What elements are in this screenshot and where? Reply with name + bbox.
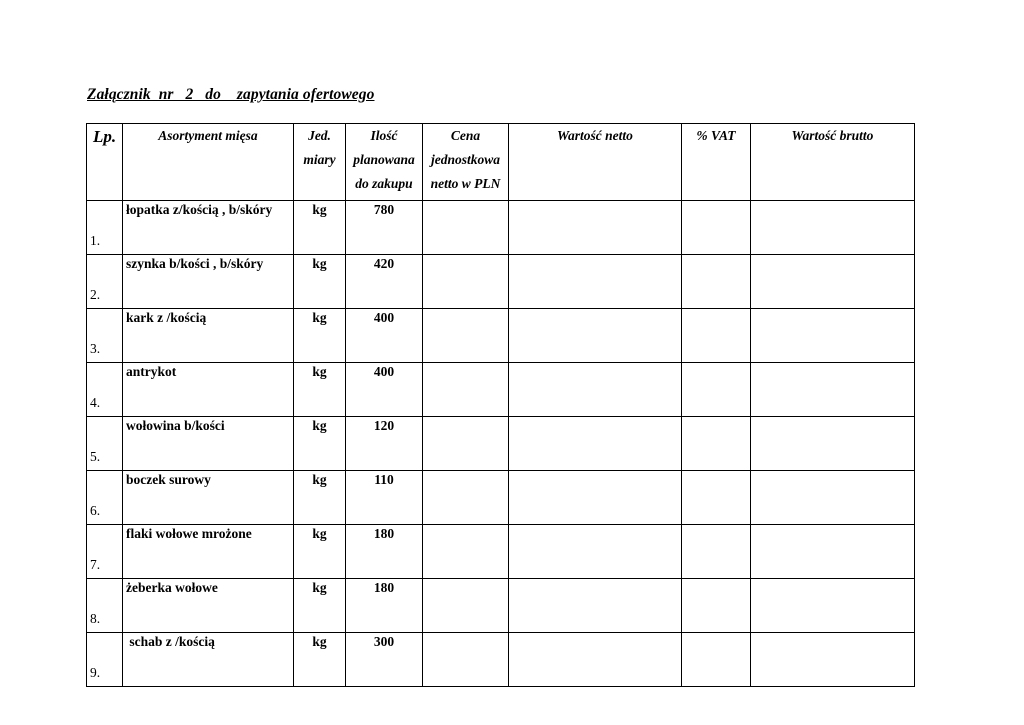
row-quantity: 300 — [346, 633, 423, 687]
table-row — [87, 417, 915, 471]
header-qty-line3: do zakupu — [355, 176, 413, 191]
header-price-line2: jednostkowa — [430, 152, 500, 167]
table-row — [87, 309, 915, 363]
row-gross-value-cell — [751, 579, 915, 633]
row-unit: kg — [294, 525, 346, 579]
header-unit-price — [423, 124, 509, 201]
header-assortment: Asortyment mięsa — [123, 124, 294, 201]
row-unit: kg — [294, 471, 346, 525]
row-net-value-cell — [509, 417, 682, 471]
row-net-value-cell — [509, 579, 682, 633]
row-gross-value-cell — [751, 201, 915, 255]
header-quantity — [346, 124, 423, 201]
row-unit-price-cell — [423, 579, 509, 633]
row-lp: 7. — [87, 525, 123, 579]
row-unit-price-cell — [423, 255, 509, 309]
row-quantity: 120 — [346, 417, 423, 471]
row-net-value-cell — [509, 309, 682, 363]
row-unit-price-cell — [423, 417, 509, 471]
header-qty-line1: Ilość — [370, 128, 398, 143]
row-lp: 3. — [87, 309, 123, 363]
header-qty-line2: planowana — [353, 152, 415, 167]
table-row — [87, 525, 915, 579]
row-vat-cell — [682, 471, 751, 525]
row-net-value-cell — [509, 633, 682, 687]
row-vat-cell — [682, 363, 751, 417]
row-net-value-cell — [509, 255, 682, 309]
row-net-value-cell — [509, 525, 682, 579]
row-assortment: kark z /kością — [123, 309, 294, 363]
header-price-line3: netto w PLN — [430, 176, 501, 191]
row-gross-value-cell — [751, 363, 915, 417]
row-assortment: łopatka z/kością , b/skóry — [123, 201, 294, 255]
row-lp: 9. — [87, 633, 123, 687]
row-unit: kg — [294, 579, 346, 633]
row-quantity: 420 — [346, 255, 423, 309]
row-quantity: 180 — [346, 579, 423, 633]
row-unit: kg — [294, 633, 346, 687]
table-row — [87, 579, 915, 633]
row-net-value-cell — [509, 471, 682, 525]
row-vat-cell — [682, 525, 751, 579]
table-row — [87, 255, 915, 309]
row-unit-price-cell — [423, 471, 509, 525]
row-assortment: wołowina b/kości — [123, 417, 294, 471]
row-vat-cell — [682, 309, 751, 363]
row-gross-value-cell — [751, 633, 915, 687]
row-assortment: antrykot — [123, 363, 294, 417]
row-unit-price-cell — [423, 309, 509, 363]
row-lp: 6. — [87, 471, 123, 525]
row-assortment: żeberka wołowe — [123, 579, 294, 633]
row-assortment: schab z /kością — [123, 633, 294, 687]
table-row — [87, 363, 915, 417]
row-lp: 8. — [87, 579, 123, 633]
header-net-value: Wartość netto — [509, 124, 682, 201]
row-gross-value-cell — [751, 471, 915, 525]
row-unit-price-cell — [423, 201, 509, 255]
document-title: Załącznik nr 2 do zapytania ofertowego — [87, 86, 375, 103]
row-vat-cell — [682, 633, 751, 687]
row-vat-cell — [682, 579, 751, 633]
row-unit: kg — [294, 255, 346, 309]
row-unit: kg — [294, 201, 346, 255]
row-net-value-cell — [509, 201, 682, 255]
row-unit-price-cell — [423, 633, 509, 687]
row-unit-price-cell — [423, 363, 509, 417]
row-net-value-cell — [509, 363, 682, 417]
row-unit-price-cell — [423, 525, 509, 579]
row-unit: kg — [294, 309, 346, 363]
row-lp: 1. — [87, 201, 123, 255]
row-lp: 5. — [87, 417, 123, 471]
row-gross-value-cell — [751, 309, 915, 363]
row-quantity: 780 — [346, 201, 423, 255]
row-lp: 2. — [87, 255, 123, 309]
table-header-row — [87, 124, 915, 201]
header-unit-line2: miary — [303, 152, 336, 167]
row-assortment: szynka b/kości , b/skóry — [123, 255, 294, 309]
header-unit — [294, 124, 346, 201]
row-gross-value-cell — [751, 255, 915, 309]
row-quantity: 110 — [346, 471, 423, 525]
row-vat-cell — [682, 417, 751, 471]
row-quantity: 400 — [346, 363, 423, 417]
row-unit: kg — [294, 363, 346, 417]
row-lp: 4. — [87, 363, 123, 417]
row-quantity: 400 — [346, 309, 423, 363]
row-vat-cell — [682, 255, 751, 309]
row-gross-value-cell — [751, 417, 915, 471]
row-unit: kg — [294, 417, 346, 471]
header-vat: % VAT — [682, 124, 751, 201]
row-gross-value-cell — [751, 525, 915, 579]
row-quantity: 180 — [346, 525, 423, 579]
row-vat-cell — [682, 201, 751, 255]
table-row — [87, 201, 915, 255]
header-unit-line1: Jed. — [308, 128, 331, 143]
row-assortment: flaki wołowe mrożone — [123, 525, 294, 579]
table-row — [87, 633, 915, 687]
header-gross-value: Wartość brutto — [751, 124, 915, 201]
row-assortment: boczek surowy — [123, 471, 294, 525]
offer-table — [86, 123, 915, 687]
header-lp: Lp. — [87, 124, 123, 201]
table-row — [87, 471, 915, 525]
header-price-line1: Cena — [450, 128, 481, 143]
